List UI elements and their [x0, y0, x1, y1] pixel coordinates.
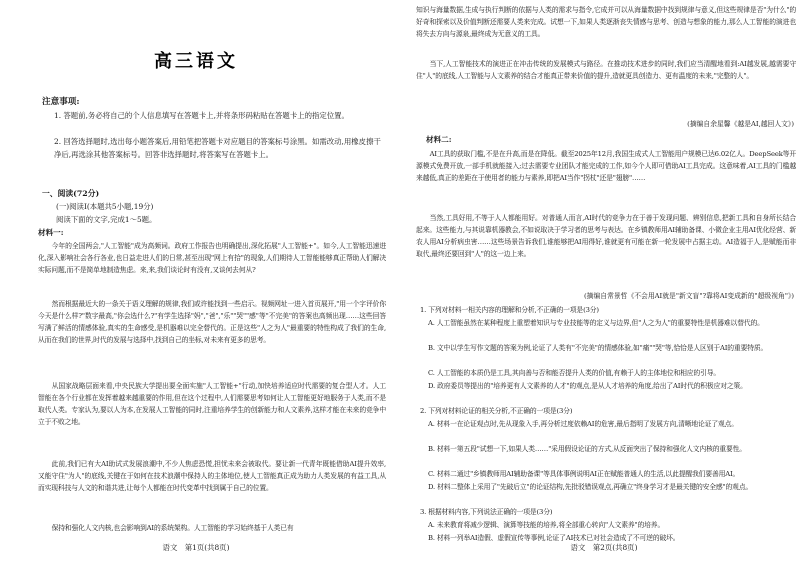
paragraph: 当下,人工智能技术的演进正在冲击传统的发展模式与路径。在推动技术进步的同时,我们应当清醒地看到:AI越发展,越需要守住"人"的底线,人工智能与人文素养的结合才能真正带来价值的提升,造就更具创造力、更有温度的未来,"完整的人"。: [416, 60, 796, 81]
page-footer: 语文 第1页(共8页): [162, 543, 230, 552]
subsection-heading: (一)阅读Ⅰ(本题共5小题,19分): [56, 202, 154, 211]
paragraph: AI工具的获取门槛,不是在升高,而是在降低。截至2025年12月,我国生成式人工智能用户规模已达6.02亿人。DeepSeek等开源模式免费开放,一部手机就能接入;过去需要专业团队才能完成的工作,如今个人即可借助AI工具完成。这意味着,AI工具的门槛越来越低,真正的差距在于使用者的能力与素养,即把AI当作"拐杖"还是"翅膀"……: [416, 150, 796, 183]
question-option: A. 材料一在论证观点时,先从现象入手,再分析过度依赖AI的危害,最后指明了发展方向,清晰地论证了观点。: [428, 420, 738, 428]
question-stem: 2. 下列对材料论证的相关分析,不正确的一项是(3分): [420, 407, 573, 415]
question-option: D. 政府委员等提出的"培养更有人文素养的人才"的观点,是从人才培养的角度,给出了AI时代的积极应对之策。: [428, 382, 747, 390]
paragraph: 当然,工具好用,不等于人人都能用好。对普通人而言,AI时代的竞争力在于善于发现问题、辨别信息,把新工具和自身所长结合起来。这些能力,与其说靠机器教会,不如说取决于学习者的思考与表达。在乡镇教师用AI辅助备课、小微企业主用AI优化经营、新农人用AI分析病虫害……这些场景告诉我们,谁能够把AI用得好,谁就更有可能在新一轮发展中占据主动。AI造福于人,是赋能而非取代,最终还要回到"人"的这一边上来。: [416, 214, 796, 259]
notice-heading: 注意事项:: [42, 97, 80, 107]
question-option: C. 人工智能的本质仍是工具,其向善与否和能否提升人类的价值,有赖于人的主体地位和相应的引导。: [428, 369, 721, 377]
question-option: A. 未来教育将减少逻辑、演算等技能的培养,将全部重心转向"人文素养"的培养。: [428, 521, 665, 529]
material-2-label: 材料二:: [426, 135, 452, 144]
question-option: C. 材料二通过"乡镇教师用AI辅助备课"等具体事例说明AI正在赋能普通人的生活,以此提醒我们要善用AI。: [428, 470, 740, 478]
question-option: A. 人工智能虽然在某种程度上重塑着知识与专业技能等的定义与边界,但"人之为人"的重要特性是机器难以替代的。: [428, 319, 764, 327]
question-stem: 3. 根据材料内容,下列说法正确的一项是(3分): [420, 508, 553, 516]
question-stem: 1. 下列对材料一相关内容的理解和分析,不正确的一项是(3分): [420, 306, 599, 314]
question-option: B. 材料一第五段"试想一下,如果人类……"采用假设论证的方式,从反面突出了保持和强化人文内核的重要性。: [428, 445, 746, 453]
page-2: [408, 0, 800, 566]
source-citation: (摘编自余星馨《越是AI,越回人文》): [687, 120, 794, 128]
page-1: [0, 0, 392, 566]
paragraph: 然而根据最近大的一条关于语义理解的规律,我们或许能找到一些启示。视频网址一进入首页展开,"用一个字评价你今天是什么样?"数字最高,"你会选什么?"有学生选择"妈","爸","乐""哭""感"等"不完美"的答案也高频出现……这些回答写满了鲜活的情感体验,真实的生命感受,是机器难以完全替代的。正是这些"人之为人"最重要的特性构成了我们的生命,从而在我们的世界,时代的发展与选择中,找到自己的坐标,对未来有更多的思考。: [38, 300, 386, 345]
source-citation: (摘编自常景哲《不会用AI就是"新文盲"?靠将AI变成新的"超级视角"》): [584, 292, 794, 300]
page-footer: 语文 第2页(共8页): [570, 543, 638, 552]
question-option: B. 文中以学生写作文题的答案为例,论证了人类有"不完美"的情感体验,如"痛""哭"等,恰恰是人区别于AI的重要特质。: [428, 344, 768, 352]
paragraph: 今年的全国两会,"人工智能"成为高频词。政府工作报告也明确提出,深化拓展"人工智能+"。如今,人工智能迅速进化,深入影响社会各行各业,也日益走进人们的日常,甚至出现"网上有拾"的现象,人们期待人工智能能够真正帮助人们解决实际问题,而不是简单地制造焦虑。来,来,我们谈论时有没有,又谈何去何从?: [38, 242, 386, 275]
paragraph: 保持和强化人文内核,也会影响到AI的系统架构。人工智能的学习始终基于人类已有: [51, 524, 294, 532]
question-option: D. 材料二整体上采用了"先破后立"的论证结构,先批驳错误观点,再确立"终身学习才是最关键的安全感"的观点。: [428, 483, 753, 491]
paragraph: 此前,我们已有大AI助试式发展浪潮中,不少人焦虑恐慌,担忧未来会被取代。要让新一代青年既能借助AI提升效率,又能守住"为人"的底线,关键在于如何在技术浪潮中保持人的主体地位,使人工智能真正成为助力人类发展的有益工具,从而实现科技与人文的和谐共进,让每个人都能在时代变革中找到属于自己的位置。: [38, 460, 386, 493]
material-1-label: 材料一:: [38, 228, 64, 237]
paragraph: 从国家战略层面来看,中央民族大学提出要全面实施"人工智能+"行动,加快培养适应时代需要的复合型人才。人工智能在各个行业都在发挥着越来越重要的作用,但在这个过程中,人们需要思考如何让人工智能更好地服务于人类,而不是取代人类。专家认为,要以人为本,在发展人工智能的同时,注重培养学生的创新能力和人文素养,这样才能在未来的竞争中立于不败之地。: [38, 382, 386, 427]
reading-instruction: 阅读下面的文字,完成1～5题。: [56, 215, 157, 224]
section-heading: 一、阅读(72分): [42, 189, 100, 198]
notice-item-1: 1. 答题前,务必将自己的个人信息填写在答题卡上,并将条形码粘贴在答题卡上的指定位置。: [54, 111, 349, 120]
notice-item-2: 2. 回答选择题时,选出每小题答案后,用铅笔把答题卡对应题目的答案标号涂黑。如需改动,用橡皮擦干净后,再选涂其他答案标号。回答非选择题时,将答案写在答题卡上。: [54, 137, 381, 159]
paragraph: 知识与海量数据,生成与执行判断的依据与人类的需求与指令,它成并可以从海量数据中找到规律与意义,但这些规律是否"为什么"的好奇和探索以及价值判断还需要人类来完成。试想一下,如果人类逐渐丧失情感与思考、创造与想象的能力,那么人工智能的演进也将失去方向与源泉,最终成为无意义的工具。: [416, 6, 796, 39]
page-title: 高三语文: [154, 51, 238, 72]
question-option: B. 材料一列举AI造假、虚假宣传等事例,论证了AI技术已对社会造成了不可逆的破坏。: [428, 534, 680, 542]
